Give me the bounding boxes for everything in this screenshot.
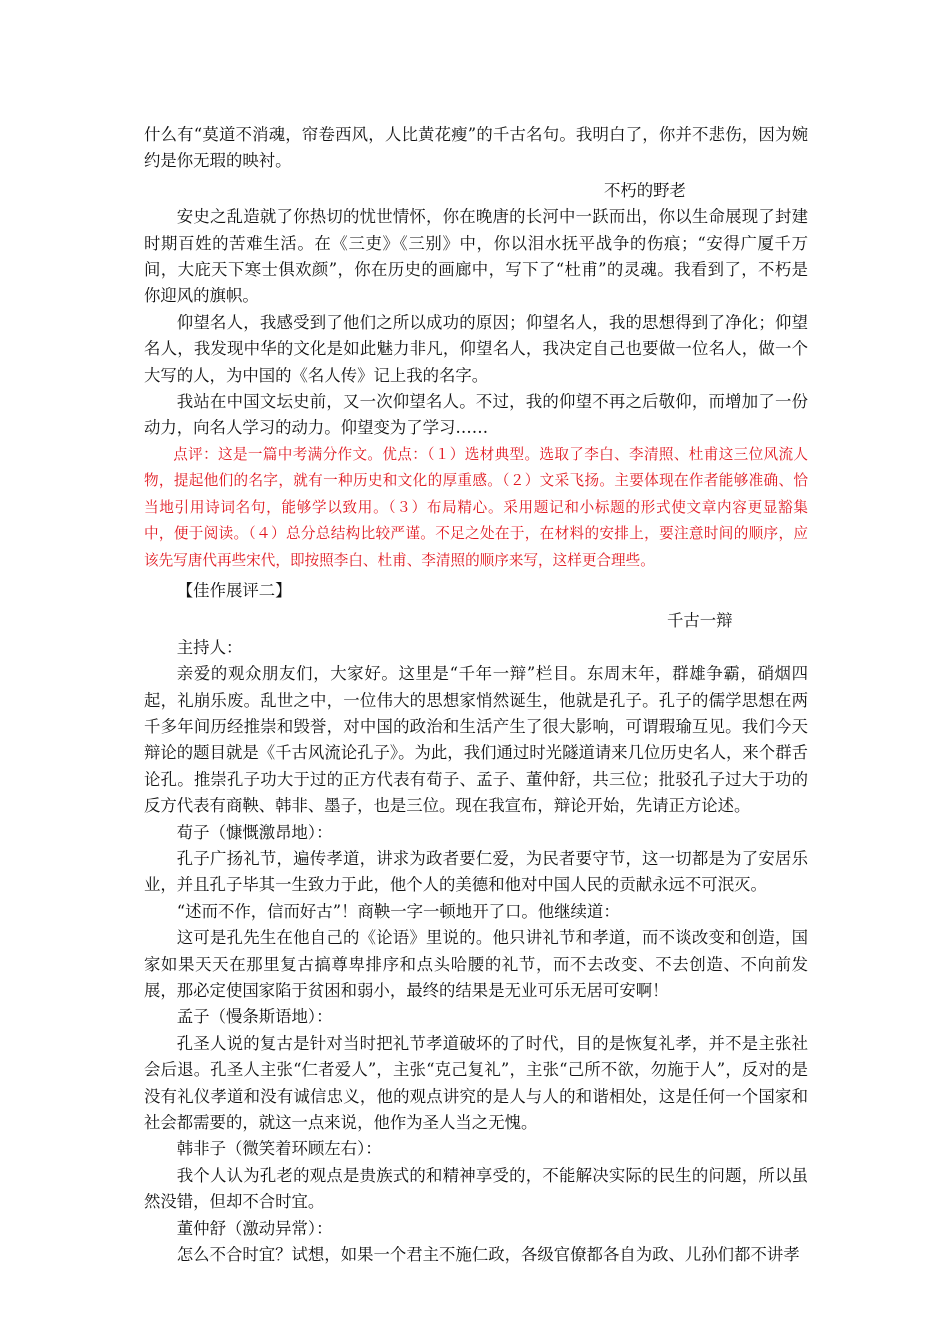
speaker-dongzhongshu: 董仲舒（激动异常）： <box>176 1218 333 1238</box>
host-speech: 亲爱的观众朋友们，大家好。这里是“千年一辩”栏目。东周末年，群雄争霸，硝烟四起，礼崩乐废。乱世之中，一位伟大的思想家悄然诞生，他就是孔子。孔子的儒学思想在两千多年间历经推崇和毁誉，对中国的政治和生活产生了很大影响，可谓瑕瑜互见。我们今天辩论的题目就是《千古风流论孔子》。为此，我们通过时光隧道请来几位历史名人，来个群舌论孔。推崇孔子功大于过的正方代表有荀子、孟子、董仲舒，共三位；批驳孔子过大于功的反方代表有商鞅、韩非、墨子，也是三位。现在我宣布，辩论开始，先请正方论述。 <box>144 664 808 816</box>
speaker-hanfeizi: 韩非子（微笑着环顾左右）： <box>176 1139 382 1159</box>
shangyang-intro: “述而不作，信而好古”！商鞅一字一顿地开了口。他继续道： <box>176 901 620 921</box>
section-heading: 【佳作展评二】 <box>176 580 292 600</box>
essay-paragraph-yangwang: 仰望名人，我感受到了他们之所以成功的原因；仰望名人，我的思想得到了净化；仰望名人，我发现中华的文化是如此魅力非凡，仰望名人，我决定自己也要做一位名人，做一个大写的人，为中国的《名人传》记上我的名字。 <box>144 312 808 385</box>
document-body <box>144 122 808 1268</box>
hanfeizi-speech: 我个人认为孔老的观点是贵族式的和精神享受的，不能解决实际的民生的问题，所以虽然没错，但却不合时宜。 <box>144 1165 808 1212</box>
subtitle-yelao: 不朽的野老 <box>604 180 686 200</box>
essay-paragraph-conclusion: 我站在中国文坛史前，又一次仰望名人。不过，我的仰望不再之后敬仰，而增加了一份动力，向名人学习的动力。仰望变为了学习…… <box>144 392 808 438</box>
speaker-host: 主持人： <box>176 637 243 657</box>
speaker-mengzi: 孟子（慢条斯语地）： <box>176 1007 333 1027</box>
shangyang-speech: 这可是孔先生在他自己的《论语》里说的。他只讲礼节和孝道，而不谈改变和创造，国家如果天天在那里复古搞尊卑排序和点头哈腰的礼节，而不去改变、不去创造、不向前发展，那必定使国家陷于贫困和弱小，最终的结果是无业可乐无居可安啊！ <box>144 928 808 1000</box>
xunzi-speech: 孔子广扬礼节，遍传孝道，讲求为政者要仁爱，为民者要守节，这一切都是为了安居乐业，并且孔子毕其一生致力于此，他个人的美德和他对中国人民的贡献永远不可泯灭。 <box>144 848 808 895</box>
mengzi-speech: 孔圣人说的复古是针对当时把礼节孝道破坏的了时代，目的是恢复礼孝，并不是主张社会后退。孔圣人主张“仁者爱人”，主张“克己复礼”，主张“己所不欲，勿施于人”，反对的是没有礼仪孝道和没有诚信忠义，他的观点讲究的是人与人的和谐相处，这是任何一个国家和社会都需要的，就这一点来说，他作为圣人当之无愧。 <box>144 1033 808 1133</box>
essay-paragraph-continuation: 什么有“莫道不消魂，帘卷西风，人比黄花瘦”的千古名句。我明白了，你并不悲伤，因为婉约是你无瑕的映衬。 <box>144 125 808 171</box>
dongzhongshu-speech: 怎么不合时宜？试想，如果一个君主不施仁政，各级官僚都各自为政、儿孙们都不讲孝 <box>176 1245 800 1265</box>
teacher-comment: 点评：这是一篇中考满分作文。优点：（１）选材典型。选取了李白、李清照、杜甫这三位风流人物，提起他们的名字，就有一种历史和文化的厚重感。（２）文采飞扬。主要体现在作者能够准确、恰当地引用诗词名句，能够学以致用。（３）布局精心。采用题记和小标题的形式使文章内容更显豁集中，便于阅读。（４）总分总结构比较严谨。不足之处在于，在材料的安排上，要注意时间的顺序，应该先写唐代再些宋代，即按照李白、杜甫、李清照的顺序来写，这样更合理些。 <box>144 445 808 569</box>
essay-paragraph-dufu: 安史之乱造就了你热切的忧世情怀，你在晚唐的长河中一跃而出，你以生命展现了封建时期百姓的苦难生活。在《三吏》《三别》中，你以泪水抚平战争的伤痕；“安得广厦千万间，大庇天下寒士俱欢颜”，你在历史的画廊中，写下了“杜甫”的灵魂。我看到了，不朽是你迎风的旗帜。 <box>144 207 808 306</box>
speaker-xunzi: 荀子（慷慨激昂地）： <box>176 822 333 842</box>
essay-title: 千古一辩 <box>667 611 733 631</box>
